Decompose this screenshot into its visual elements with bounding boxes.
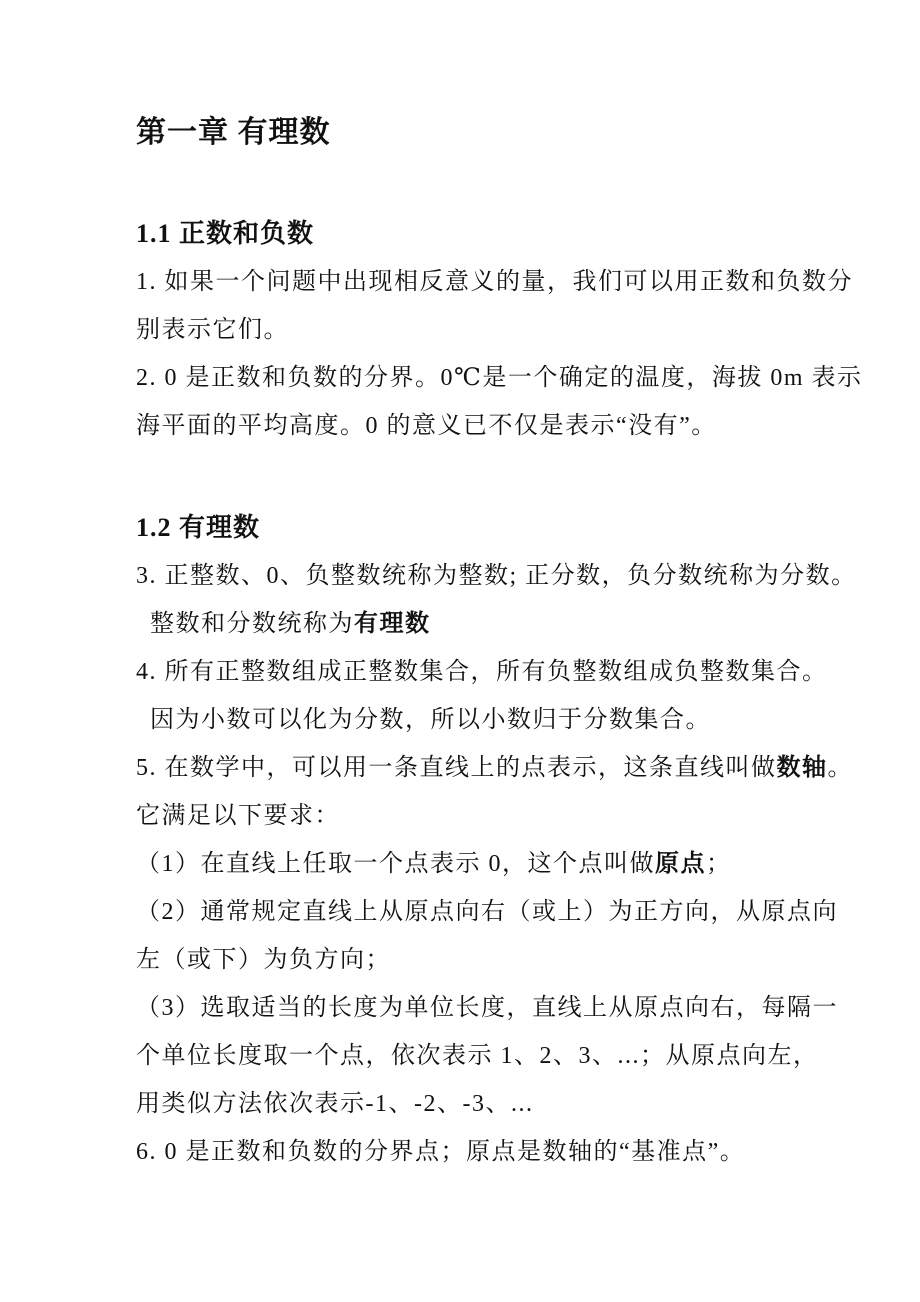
text-line [136,1080,792,1128]
text-segment: 。 [827,755,853,781]
text-segment: ； [706,851,732,877]
text-segment: 4. 所有正整数组成正整数集合，所有负整数组成负整数集合。 [136,659,828,685]
text-segment: 左（或下）为负方向； [136,947,391,973]
text-line [136,258,853,306]
text-segment: 6. 0 是正数和负数的分界点；原点是数轴的“基准点”。 [136,1139,746,1165]
text-segment: 别表示它们。 [136,317,289,343]
text-segment: 它满足以下要求： [136,803,340,829]
text-segment: （1）在直线上任取一个点表示 0，这个点叫做 [136,851,655,877]
text-segment: 因为小数可以化为分数，所以小数归于分数集合。 [150,707,711,733]
text-line [136,1032,819,1080]
text-line [136,306,792,354]
bold-term-yuandian: 原点 [655,851,706,877]
section-1-2 [136,504,857,1176]
text-segment: 整数和分数统称为 [150,611,354,637]
text-segment: 1. 如果一个问题中出现相反意义的量，我们可以用正数和负数分 [136,269,853,295]
text-line [136,696,792,744]
text-line [136,840,792,888]
section-1-1 [136,210,863,450]
text-line [136,402,792,450]
text-segment: 用类似方法依次表示-1、-2、-3、... [136,1091,534,1117]
section-heading-1-1: 1.1 正数和负数 [136,219,315,248]
section-heading-1-2: 1.2 有理数 [136,513,261,542]
text-line [136,936,792,984]
text-line [136,354,863,402]
text-segment: 2. 0 是正数和负数的分界。0℃是一个确定的温度，海拔 0m 表示 [136,365,863,391]
text-segment: 5. 在数学中，可以用一条直线上的点表示，这条直线叫做 [136,755,777,781]
text-segment: 海平面的平均高度。0 的意义已不仅是表示“没有”。 [136,413,717,439]
text-line [136,984,838,1032]
bold-term-shuzhou: 数轴 [776,755,828,781]
text-line [136,792,792,840]
text-line [136,648,828,696]
text-line [136,552,857,600]
text-line [136,888,838,936]
text-line [136,1128,792,1176]
text-segment: 个单位长度取一个点，依次表示 1、2、3、...；从原点向左， [136,1043,819,1069]
text-segment: （2）通常规定直线上从原点向右（或上）为正方向，从原点向 [136,899,838,925]
bold-term-youlishu: 有理数 [354,611,431,637]
text-segment: 3. 正整数、0、负整数统称为整数; 正分数，负分数统称为分数。 [136,563,857,589]
text-line [136,744,853,792]
text-segment: （3）选取适当的长度为单位长度，直线上从原点向右，每隔一 [136,995,838,1021]
chapter-title: 第一章 有理数 [136,116,331,149]
text-line [136,600,792,648]
